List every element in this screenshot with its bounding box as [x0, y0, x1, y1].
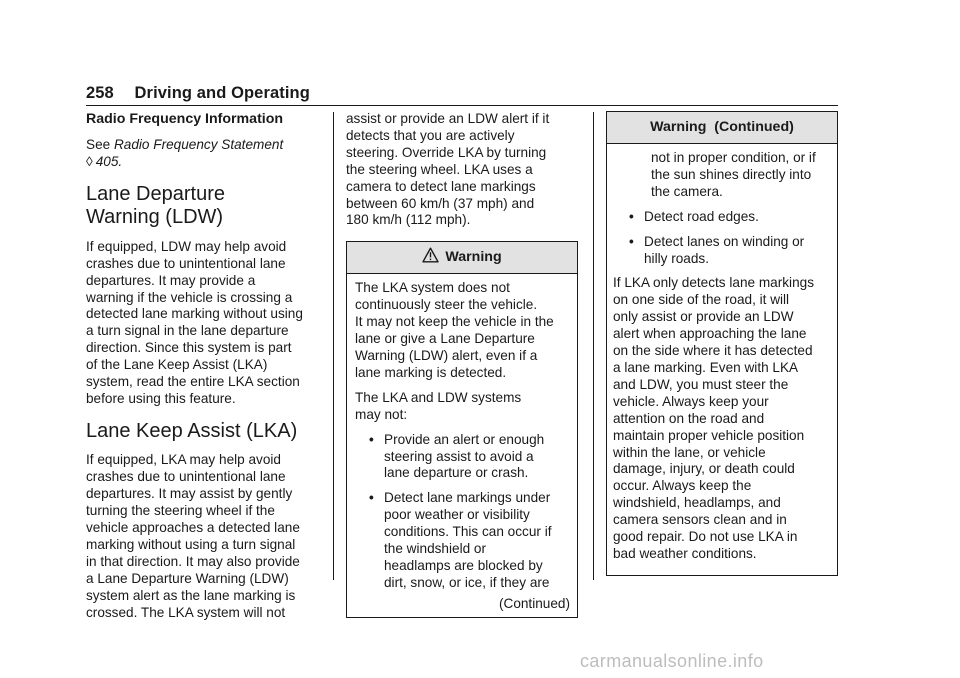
text-line: system alert as the lane marking is — [86, 587, 296, 603]
warning-header — [347, 242, 577, 274]
text-line: only assist or provide an LDW — [613, 309, 794, 325]
text-line: departures. It may assist by gently — [86, 486, 293, 502]
warning-triangle-icon — [422, 244, 439, 275]
text-line: warning if the vehicle is crossing a — [86, 289, 293, 305]
text-line: the camera. — [651, 183, 723, 199]
warning-bullet — [615, 234, 830, 268]
bullet-mark: • — [629, 233, 634, 249]
text-line: poor weather or visibility — [384, 507, 530, 523]
warning-bullet — [355, 490, 570, 591]
ldw-paragraph — [86, 239, 320, 408]
text-line: system, read the entire LKA section — [86, 374, 300, 390]
warning-box-continued — [606, 111, 838, 576]
text-line: detects that you are actively — [346, 127, 515, 143]
rf-see-reference — [86, 137, 320, 171]
text-line: camera sensors clean and in — [613, 512, 787, 528]
text-line: steering. Override LKA by turning — [346, 144, 547, 160]
text-line: Detect road edges. — [644, 208, 759, 224]
warning-bullet — [615, 209, 830, 226]
text-line: lane departure or crash. — [384, 465, 529, 481]
text-line: on the side where it has detected — [613, 343, 813, 359]
text-line: Provide an alert or enough — [384, 431, 545, 447]
warning-paragraph — [613, 275, 830, 562]
text-line: not in proper condition, or if — [651, 150, 816, 165]
text-line: the windshield or — [384, 541, 487, 557]
continued-label: (Continued) — [498, 595, 570, 611]
ldw-heading — [86, 183, 320, 230]
text-line: occur. Always keep the — [613, 478, 752, 494]
text-line: crashes due to unintentional lane — [86, 469, 286, 485]
warning-title: Warning — [445, 249, 502, 266]
bullet-mark: • — [369, 490, 374, 506]
text-line: damage, injury, or death could — [613, 461, 795, 477]
text-line: The LKA system does not — [355, 280, 510, 296]
text-line: direction. Since this system is part — [86, 340, 292, 356]
text-line: the steering wheel. LKA uses a — [346, 161, 533, 177]
text-line: If equipped, LKA may help avoid — [86, 452, 281, 468]
text-line: Detect lane markings under — [384, 490, 551, 506]
lka-heading-text: Lane Keep Assist (LKA) — [86, 419, 298, 442]
page-number: 258 — [86, 84, 114, 102]
text-line: assist or provide an LDW alert if it — [346, 111, 550, 126]
text-line: attention on the road and — [613, 410, 765, 426]
text-line: the sun shines directly into — [651, 166, 812, 182]
text-line: alert when approaching the lane — [613, 326, 807, 342]
page-ref-icon: ◊ — [86, 153, 93, 169]
column-right — [606, 111, 838, 576]
lka-heading — [86, 420, 320, 444]
text-line: departures. It may provide a — [86, 272, 256, 288]
column-left — [86, 111, 320, 629]
text-line: may not: — [355, 406, 408, 422]
header-rule — [86, 105, 838, 106]
text-line: of the Lane Keep Assist (LKA) — [86, 357, 268, 373]
watermark: carmanualsonline.info — [580, 651, 764, 671]
text-line: in that direction. It may also provide — [86, 553, 300, 569]
lka-continued-paragraph — [346, 111, 578, 229]
warning-bullet — [355, 432, 570, 483]
text-line: crossed. The LKA system will not — [86, 604, 286, 620]
text-line: camera to detect lane markings — [346, 178, 536, 194]
ldw-heading-line2: Warning (LDW) — [86, 206, 224, 229]
text-line: crashes due to unintentional lane — [86, 255, 286, 271]
xref-link[interactable]: Radio Frequency Statement — [113, 137, 284, 152]
bullet-mark: • — [629, 208, 634, 224]
warning-paragraph — [355, 280, 570, 381]
text-line: continuously steer the vehicle. — [355, 297, 538, 313]
text-line: lane marking is detected. — [355, 364, 507, 380]
text-line: If equipped, LDW may help avoid — [86, 238, 287, 254]
warning-header: Warning (Continued) — [607, 112, 837, 144]
warning-paragraph — [355, 390, 570, 424]
text-line: on one side of the road, it will — [613, 292, 790, 308]
text-line: Detect lanes on winding or — [644, 233, 805, 249]
text-line: headlamps are blocked by — [384, 557, 543, 573]
ldw-heading-line1: Lane Departure — [86, 182, 225, 205]
text-line: bad weather conditions. — [613, 545, 757, 561]
text-line: vehicle. Always keep your — [613, 393, 769, 409]
warning-body — [607, 144, 837, 575]
column-divider — [333, 112, 334, 580]
text-line: Warning (LDW) alert, even if a — [355, 347, 538, 363]
see-label: See — [86, 137, 111, 152]
column-middle — [346, 111, 578, 618]
warning-box — [346, 241, 578, 617]
text-line: good repair. Do not use LKA in — [613, 529, 798, 545]
lka-paragraph — [86, 452, 320, 621]
text-line: before using this feature. — [86, 390, 236, 406]
text-line: If LKA only detects lane markings — [613, 275, 814, 291]
text-line: within the lane, or vehicle — [613, 444, 766, 460]
warning-continued-text — [615, 150, 830, 201]
text-line: turning the steering wheel if the — [86, 503, 275, 519]
column-divider — [593, 112, 594, 580]
text-line: dirt, snow, or ice, if they are — [384, 574, 550, 590]
text-line: vehicle approaches a detected lane — [86, 520, 300, 535]
text-line: lane or give a Lane Departure — [355, 331, 535, 347]
rf-heading: Radio Frequency Information — [86, 111, 284, 127]
text-line: a turn signal in the lane departure — [86, 323, 289, 339]
text-line: maintain proper vehicle position — [613, 427, 805, 443]
text-line: detected lane marking without using — [86, 306, 303, 322]
text-line: The LKA and LDW systems — [355, 389, 522, 405]
text-line: a lane marking. Even with LKA — [613, 359, 799, 375]
page-header — [86, 84, 310, 103]
xref-page[interactable]: 405. — [95, 153, 123, 169]
text-line: 180 km/h (112 mph). — [346, 212, 471, 228]
text-line: windshield, headlamps, and — [613, 495, 781, 511]
text-line: a Lane Departure Warning (LDW) — [86, 570, 289, 586]
text-line: It may not keep the vehicle in the — [355, 314, 554, 330]
bullet-mark: • — [369, 431, 374, 447]
text-line: between 60 km/h (37 mph) and — [346, 195, 535, 211]
text-line: hilly roads. — [644, 250, 709, 266]
section-title: Driving and Operating — [134, 84, 310, 102]
text-line: marking without using a turn signal — [86, 536, 296, 552]
text-line: conditions. This can occur if — [384, 524, 552, 540]
warning-body — [347, 274, 577, 616]
text-line: and LDW, you must steer the — [613, 376, 789, 392]
text-line: steering assist to avoid a — [384, 448, 534, 464]
